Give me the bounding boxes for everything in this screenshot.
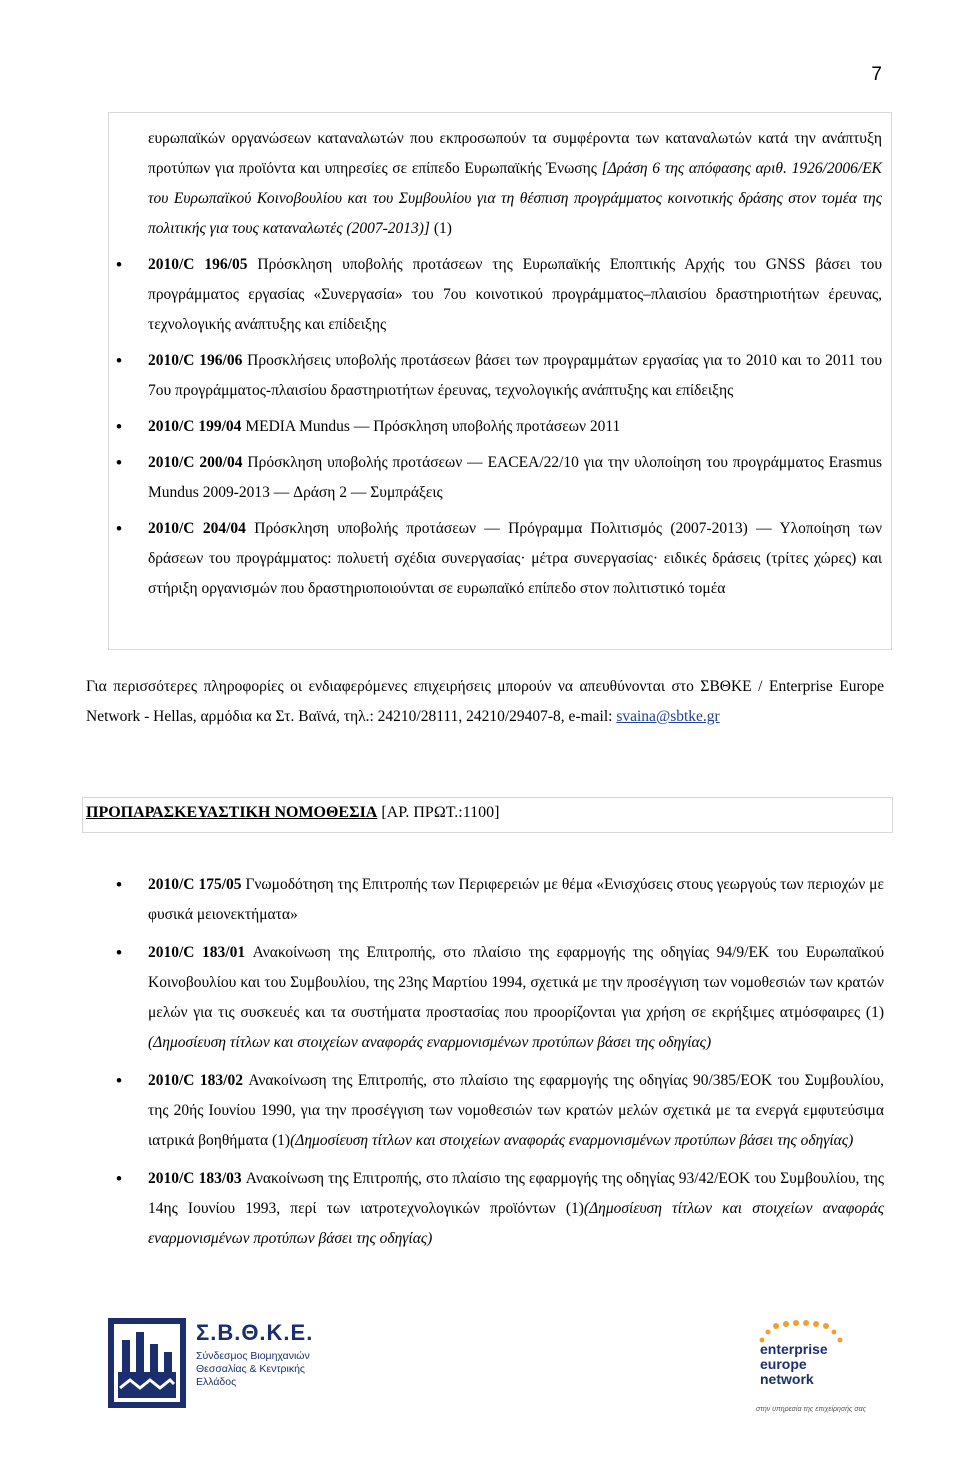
- sbtke-logo-text: [196, 1320, 316, 1389]
- legislation-header: [86, 804, 499, 822]
- item-code: 2010/C 183/03: [148, 1170, 242, 1187]
- sbtke-factory-icon: [108, 1318, 186, 1408]
- list-item: [148, 448, 882, 508]
- list-item: [148, 514, 882, 604]
- item-code: 2010/C 199/04: [148, 418, 242, 435]
- item-italic: (Δημοσίευση τίτλων και στοιχείων αναφοράς εναρμονισμένων προτύπων βάσει της οδηγίας): [148, 1034, 712, 1051]
- een-logo: [746, 1320, 866, 1420]
- een-logo-text: [760, 1342, 828, 1387]
- item-code: 2010/C 183/02: [148, 1072, 243, 1089]
- item-italic: (Δημοσίευση τίτλων και στοιχείων αναφοράς εναρμονισμένων προτύπων βάσει της οδηγίας): [290, 1132, 854, 1149]
- item-code: 2010/C 204/04: [148, 520, 246, 537]
- item-text: Πρόσκληση υποβολής προτάσεων — EACEA/22/10 για την υλοποίηση του προγράμματος Erasmus Mundus 2009-2013 — Δράση 2 — Συμπράξεις: [148, 454, 883, 501]
- item-code: 2010/C 196/05: [148, 256, 248, 273]
- list-item: [148, 412, 882, 442]
- legislation-section: [148, 862, 884, 1254]
- sbtke-title: Σ.Β.Θ.Κ.Ε.: [196, 1320, 314, 1345]
- item-text: Ανακοίνωση της Επιτροπής, στο πλαίσιο της εφαρμογής της οδηγίας 94/9/ΕΚ του Ευρωπαϊκού Κοινοβουλίου και του Συμβουλίου, της 23ης Μαρτίου 1994, σχετικά με την προσέγγιση των νομοθεσιών των κρατών μελών για τις συσκευές και τα συστήματα προστασίας που προορίζονται για χρήση σε εκρήξιμες ατμόσφαιρες (1): [148, 944, 885, 1021]
- intro-tail: (1): [429, 220, 452, 237]
- list-item: [148, 870, 884, 930]
- item-italic: (Δημοσίευση τίτλων και στοιχείων αναφοράς εναρμονισμένων προτύπων βάσει της οδηγίας): [148, 1200, 884, 1247]
- item-code: 2010/C 200/04: [148, 454, 243, 471]
- list-item: [148, 346, 882, 406]
- sbtke-logo: [108, 1318, 358, 1408]
- item-text: Πρόσκληση υποβολής προτάσεων — Πρόγραμμα Πολιτισμός (2007-2013) — Υλοποίηση των δράσεων του προγράμματος: πολυετή σχέδια συνεργασίας· μέτρα συνεργασίας· ειδικές δράσεις (τρίτες χώρες) και στήριξη οργανισμών που δραστηριοποιούνται σε ευρωπαϊκό επίπεδο στον πολιτιστικό τομέα: [148, 520, 883, 597]
- contact-info: [86, 672, 884, 732]
- item-code: 2010/C 196/06: [148, 352, 243, 369]
- item-text: MEDIA Mundus — Πρόσκληση υποβολής προτάσεων 2011: [241, 418, 621, 435]
- page-number: 7: [871, 64, 882, 85]
- list-item: [148, 1066, 884, 1156]
- intro-paragraph: [148, 124, 882, 244]
- item-text: Πρόσκληση υποβολής προτάσεων της Ευρωπαϊκής Εποπτικής Αρχής του GNSS βάσει του προγράμματος εργασίας «Συνεργασία» του 7ου κοινοτικού προγράμματος–πλαισίου δραστηριοτήτων έρευνας, τεχνολογικής ανάπτυξης και επίδειξης: [148, 256, 882, 333]
- item-code: 2010/C 175/05: [148, 876, 242, 893]
- item-text: Προσκλήσεις υποβολής προτάσεων βάσει των προγραμμάτων εργασίας για το 2010 και το 2011 του 7ου προγράμματος-πλαισίου δραστηριοτήτων έρευνας, τεχνολογικής ανάπτυξης και επίδειξης: [148, 352, 883, 399]
- een-line3: network: [760, 1371, 814, 1387]
- een-line1: enterprise: [760, 1341, 828, 1357]
- een-line2: europe: [760, 1356, 807, 1372]
- legislation-list: [148, 870, 884, 1254]
- item-code: 2010/C 183/01: [148, 944, 246, 961]
- een-tagline: στην υπηρεσία της επιχείρησής σας: [756, 1406, 866, 1413]
- list-item: [148, 1164, 884, 1254]
- intro-text: ευρωπαϊκών οργανώσεων καταναλωτών που εκπροσωπούν τα συμφέροντα των καταναλωτών κατά την ανάπτυξη προτύπων για προϊόντα και υπηρεσίες σε επίπεδο Ευρωπαϊκής Ένωσης: [148, 130, 882, 177]
- sbtke-subtitle: Σύνδεσμος Βιομηχανιών Θεσσαλίας & Κεντρικής Ελλάδος: [196, 1350, 310, 1388]
- legislation-ref: [ΑΡ. ΠΡΩΤ.:1100]: [377, 804, 500, 821]
- item-text: Ανακοίνωση της Επιτροπής, στο πλαίσιο της εφαρμογής της οδηγίας 90/385/ΕΟΚ του Συμβουλίου, της 20ής Ιουνίου 1990, για την προσέγγιση των νομοθεσιών των κρατών μελών σχετικά με τα ενεργά εμφυτεύσιμα ιατρικά βοηθήματα (1): [148, 1072, 884, 1149]
- item-text: Ανακοίνωση της Επιτροπής, στο πλαίσιο της εφαρμογής της οδηγίας 93/42/ΕΟΚ του Συμβουλίου, της 14ης Ιουνίου 1993, περί των ιατροτεχνολογικών προϊόντων (1): [148, 1170, 885, 1217]
- legislation-title: ΠΡΟΠΑΡΑΣΚΕΥΑΣΤΙΚΗ ΝΟΜΟΘΕΣΙΑ: [86, 804, 378, 821]
- list-item: [148, 938, 884, 1058]
- list-item: [148, 250, 882, 340]
- contact-text: Για περισσότερες πληροφορίες οι ενδιαφερόμενες επιχειρήσεις μπορούν να απευθύνονται στο ΣΒΘΚΕ / Enterprise Europe Network - Hellas, αρμόδια κα Στ. Βαϊνά, τηλ.: 24210/28111, 24210/29407-8, e-mail:: [86, 678, 884, 725]
- intro-italic: [Δράση 6 της απόφασης αριθ. 1926/2006/ΕΚ του Ευρωπαϊκού Κοινοβουλίου και του Συμβουλίου για τη θέσπιση προγράμματος κοινοτικής δράσης στον τομέα της πολιτικής για τους καταναλωτές (2007-2013)]: [148, 160, 882, 237]
- item-text: Γνωμοδότηση της Επιτροπής των Περιφερειών με θέμα «Ενισχύσεις στους γεωργούς των περιοχών με φυσικά μειονεκτήματα»: [148, 876, 884, 923]
- email-link[interactable]: svaina@sbtke.gr: [616, 708, 720, 725]
- calls-section: [148, 124, 882, 604]
- calls-list: [148, 250, 882, 604]
